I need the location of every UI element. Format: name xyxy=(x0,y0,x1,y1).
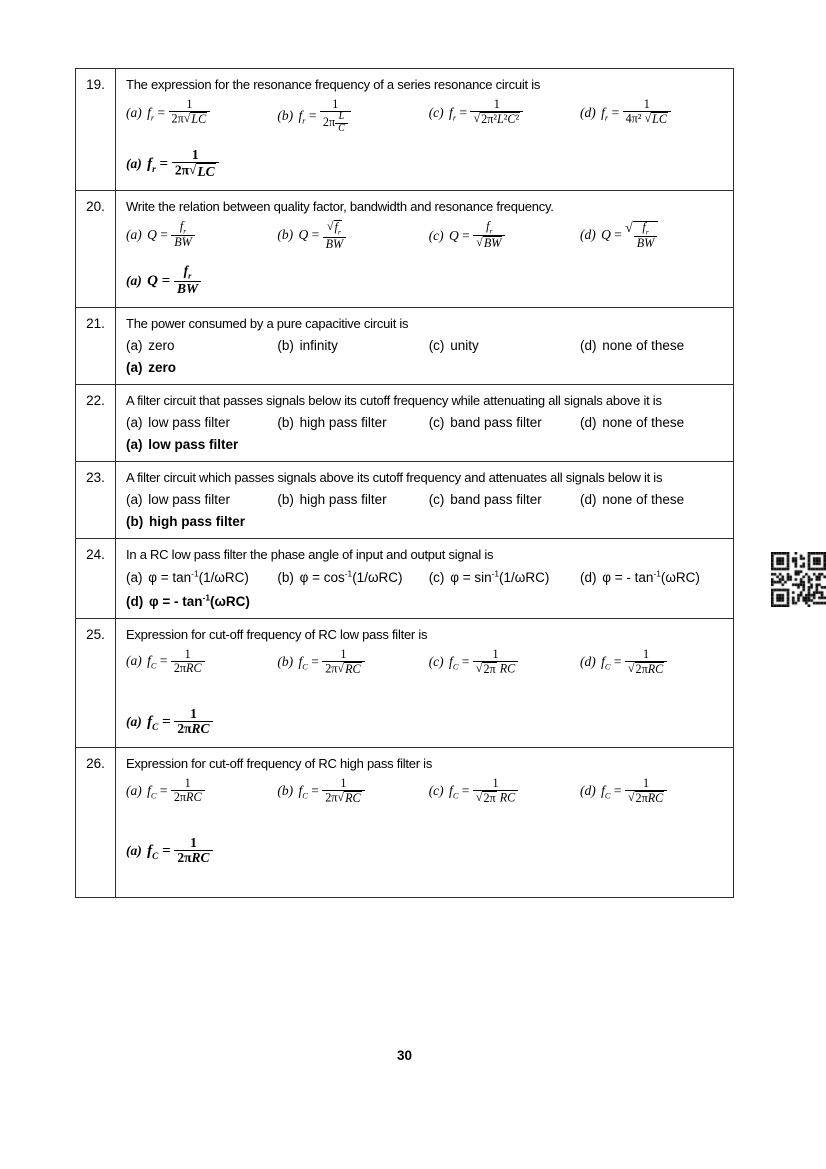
question-text: The expression for the resonance frequency of a series resonance circuit is xyxy=(126,77,541,92)
question-number: 19. xyxy=(76,69,116,191)
qr-code xyxy=(771,552,826,607)
question-row xyxy=(76,69,734,191)
fraction: 1 2π √ LC xyxy=(172,148,219,180)
option: (d) none of these xyxy=(580,491,685,507)
question-cell xyxy=(116,69,734,191)
options-row xyxy=(126,569,724,586)
question-cell xyxy=(116,461,734,538)
option-label: (b) xyxy=(277,337,298,353)
option: (b) $f_C$ = 1 2π √ RC xyxy=(277,778,428,807)
option-label: (c) xyxy=(428,654,448,670)
question-cell xyxy=(116,307,734,384)
options-row xyxy=(126,646,724,678)
question-number: 26. xyxy=(76,747,116,897)
question-cell xyxy=(116,190,734,307)
fraction: $\frac{1}{\text{2πRC}}$ xyxy=(171,648,205,675)
question-number: 22. xyxy=(76,384,116,461)
option: (c) Q = $f_r$ √ BW xyxy=(429,221,580,253)
question-row xyxy=(76,190,734,307)
question-cell xyxy=(116,618,734,747)
question-cell xyxy=(116,747,734,897)
option: (c) $f_C$ = 1 √ 2π RC xyxy=(429,649,580,678)
option: (b) $\varphi = \cos^{-1}(1/\omega RC)$ xyxy=(277,568,403,586)
option-label: (c) xyxy=(428,570,449,586)
square-root: √ LC xyxy=(183,111,207,127)
fraction: 1 2π √ RC xyxy=(322,777,364,806)
question-row xyxy=(76,618,734,747)
option: (c) $f_r$ = 1 √ 2π²L²C² xyxy=(429,99,580,128)
fraction: √ $f_r$ BW xyxy=(323,220,347,251)
page-number: 30 xyxy=(396,1048,413,1063)
option: (d) $f_r$ = 1 4π² √ LC xyxy=(580,99,724,128)
option-label: (d) xyxy=(580,104,600,120)
option: (d) Q = √ $\frac{f_r}{BW}$ xyxy=(580,221,724,252)
option-label: (b) xyxy=(277,654,297,670)
question-text: The power consumed by a pure capacitive circuit is xyxy=(126,315,409,331)
option-label: (b) xyxy=(277,570,298,586)
question-table xyxy=(75,68,734,898)
option-label: (a) xyxy=(126,491,147,507)
fraction: 1 4π² √ LC xyxy=(623,98,671,127)
question-text: Write the relation between quality factor, bandwidth and resonance frequency. xyxy=(126,198,554,214)
option: (b) $f_r$ = 1 2π $\frac{L}{C}$ xyxy=(277,99,428,136)
question-row xyxy=(76,384,734,461)
answer-label: (a) xyxy=(126,156,146,172)
options-row xyxy=(126,775,724,807)
question-number: 21. xyxy=(76,307,116,384)
square-root: √ 2π²L²C² xyxy=(473,111,520,127)
option-label: (a) xyxy=(126,570,147,586)
fraction: 1 2π √ RC xyxy=(322,648,364,677)
question-number: 23. xyxy=(76,461,116,538)
question-text: Expression for cut-off frequency of RC low pass filter is xyxy=(126,626,428,642)
option: (a) $f_C$ = $\frac{1}{\text{2πRC}}$ xyxy=(126,778,277,805)
option-label: (a) xyxy=(126,226,146,242)
option-label: (d) xyxy=(580,654,600,670)
option: (a) low pass filter xyxy=(126,491,231,507)
question-cell xyxy=(116,384,734,461)
option: (c) unity xyxy=(428,337,479,353)
option-label: (c) xyxy=(428,104,448,120)
fraction: $\frac{1}{\text{2πRC}}$ xyxy=(171,777,205,804)
answer: (a) low pass filter xyxy=(126,436,239,452)
option-label: (d) xyxy=(580,337,601,353)
option-label: (c) xyxy=(428,491,449,507)
fraction: 1 √ 2πRC xyxy=(625,777,667,806)
option-label: (d) xyxy=(580,570,601,586)
option-label: (a) xyxy=(126,337,147,353)
answer-label: (b) xyxy=(126,513,147,529)
question-text: Expression for cut-off frequency of RC high pass filter is xyxy=(126,755,433,771)
option: (d) φ = - $\tan^{-1}(\omega RC)$ xyxy=(580,568,700,586)
option-label: (a) xyxy=(126,414,147,430)
option-label: (c) xyxy=(428,414,449,430)
answer: (d) φ = - $\tan^{-1}(\omega RC)$ xyxy=(126,592,250,609)
square-root: √ BW xyxy=(476,235,502,251)
fraction: $\frac{f_r}{BW}$ xyxy=(174,264,201,296)
answer-label: (a) xyxy=(126,843,146,859)
square-root: √ 2πRC xyxy=(627,660,664,676)
option-label: (c) xyxy=(428,337,449,353)
option-label: (d) xyxy=(580,227,600,243)
option-label: (d) xyxy=(580,414,601,430)
fraction: $\frac{f_r}{BW}$ xyxy=(634,221,658,251)
fraction: $f_r$ √ BW xyxy=(473,220,505,252)
answer: (a) Q = $\frac{f_r}{BW}$ xyxy=(126,265,724,297)
square-root: √ LC xyxy=(644,111,667,127)
option: (d) none of these xyxy=(580,414,685,430)
option: (d) none of these xyxy=(580,337,685,353)
question-text: In a RC low pass filter the phase angle of input and output signal is xyxy=(126,546,494,562)
option-label: (b) xyxy=(277,491,298,507)
option-label: (b) xyxy=(277,783,297,799)
answer-label: (a) xyxy=(126,714,146,730)
options-row xyxy=(126,99,724,136)
fraction: $\frac{1}{\text{2πRC}}$ xyxy=(174,836,212,866)
option: (d) $f_C$ = 1 √ 2πRC xyxy=(580,778,724,807)
square-root: √ RC xyxy=(337,660,361,676)
option-label: (d) xyxy=(580,491,601,507)
option: (c) $\varphi = \sin^{-1}(1/\omega RC)$ xyxy=(428,568,550,586)
square-root: √ 2πRC xyxy=(627,789,664,805)
fraction: $\frac{1}{\text{2πRC}}$ xyxy=(174,707,212,737)
options-row xyxy=(126,415,724,430)
square-root: √ $f_r$ xyxy=(326,218,341,237)
option: (b) infinity xyxy=(277,337,338,353)
option: (a) zero xyxy=(126,337,175,353)
fraction: 1 √ 2π²L²C² xyxy=(470,98,523,127)
option: (b) high pass filter xyxy=(277,491,387,507)
question-table-body xyxy=(76,69,734,898)
option-label: (a) xyxy=(126,782,146,798)
question-number: 24. xyxy=(76,538,116,618)
fraction: 1 2π √ LC xyxy=(169,98,211,127)
square-root: √ 2π xyxy=(475,660,496,676)
option: (a) Q = $\frac{f_r}{BW}$ xyxy=(126,221,277,251)
option: (b) Q = √ $f_r$ BW xyxy=(277,221,428,252)
option-label: (c) xyxy=(428,783,448,799)
question-row xyxy=(76,747,734,897)
option: (c) band pass filter xyxy=(428,491,542,507)
fraction: 1 √ 2πRC xyxy=(625,648,667,677)
question-number: 20. xyxy=(76,190,116,307)
option: (d) $f_C$ = 1 √ 2πRC xyxy=(580,649,724,678)
options-row xyxy=(126,492,724,507)
square-root: √ LC xyxy=(188,162,215,180)
option-label: (b) xyxy=(277,414,298,430)
square-root: √ 2π xyxy=(475,789,496,805)
question-cell xyxy=(116,538,734,618)
question-row xyxy=(76,461,734,538)
option-label: (d) xyxy=(580,783,600,799)
square-root: √ RC xyxy=(337,789,361,805)
fraction: 1 √ 2π RC xyxy=(473,777,518,806)
option-label: (b) xyxy=(277,227,297,243)
answer: (a) $f_r$ = 1 2π √ LC xyxy=(126,149,724,181)
option: (c) band pass filter xyxy=(428,414,542,430)
option: (b) $f_C$ = 1 2π √ RC xyxy=(277,649,428,678)
options-row xyxy=(126,338,724,353)
question-text: A filter circuit which passes signals above its cutoff frequency and attenuates all signals below it is xyxy=(126,469,663,485)
option-label: (c) xyxy=(428,227,448,243)
options-row xyxy=(126,218,724,253)
option: (c) $f_C$ = 1 √ 2π RC xyxy=(429,778,580,807)
option: (a) $\varphi = \tan^{-1}(1/\omega RC)$ xyxy=(126,568,249,586)
square-root: √ $\frac{f_r}{BW}$ xyxy=(625,221,658,252)
question-number: 25. xyxy=(76,618,116,747)
fraction: 1 2π $\frac{L}{C}$ xyxy=(320,98,351,135)
option: (b) high pass filter xyxy=(277,414,387,430)
fraction: $\frac{f_r}{BW}$ xyxy=(171,220,195,250)
answer: (a) $f_C$ = $\frac{1}{\text{2πRC}}$ xyxy=(126,708,724,738)
answer-label: (a) xyxy=(126,272,146,288)
fraction: $\frac{L}{C}$ xyxy=(335,112,348,135)
option: (a) low pass filter xyxy=(126,414,231,430)
answer-label: (a) xyxy=(126,359,147,375)
answer-label: (d) xyxy=(126,593,147,609)
answer: (a) zero xyxy=(126,359,177,375)
answer: (a) $f_C$ = $\frac{1}{\text{2πRC}}$ xyxy=(126,837,724,867)
fraction: 1 √ 2π RC xyxy=(473,648,518,677)
option-label: (a) xyxy=(126,653,146,669)
answer: (b) high pass filter xyxy=(126,513,246,529)
question-row xyxy=(76,307,734,384)
answer-label: (a) xyxy=(126,436,147,452)
option: (a) $f_C$ = $\frac{1}{\text{2πRC}}$ xyxy=(126,649,277,676)
option: (a) $f_r$ = 1 2π √ LC xyxy=(126,99,277,128)
option-label: (a) xyxy=(126,104,146,120)
question-row xyxy=(76,538,734,618)
question-text: A filter circuit that passes signals below its cutoff frequency while attenuating all signals above it is xyxy=(126,392,662,408)
option-label: (b) xyxy=(277,108,297,124)
